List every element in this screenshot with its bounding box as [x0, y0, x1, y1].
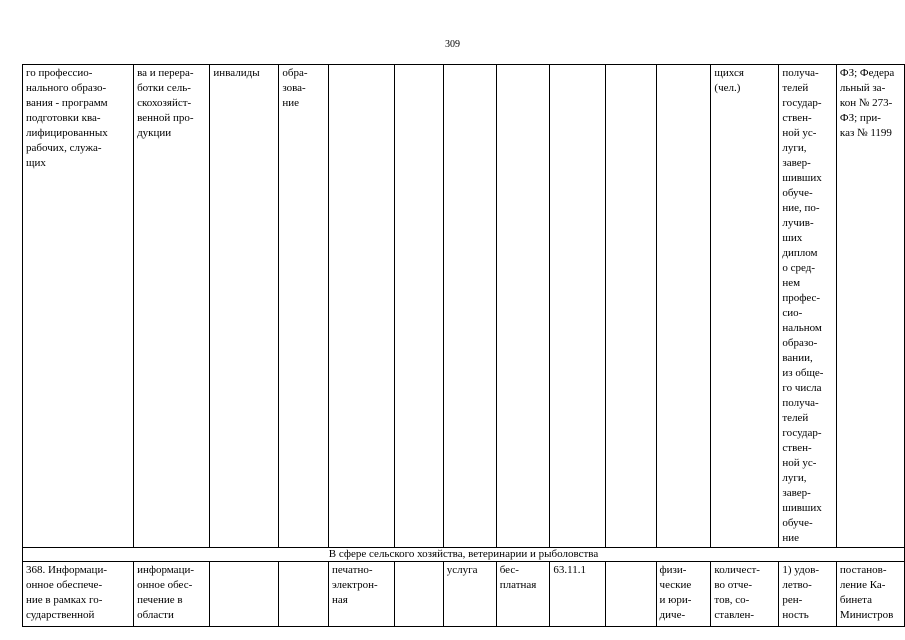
service-content-cell: ва и перера- ботки сель- скохозяйст- венной про- дукции	[134, 65, 210, 548]
section-header-row	[23, 548, 905, 562]
table-row	[23, 562, 905, 627]
registry-table	[22, 64, 905, 627]
empty-cell	[496, 65, 550, 548]
empty-cell	[395, 65, 444, 548]
payment-cell: бес- платная	[496, 562, 550, 627]
recipient-category-cell: инвалиды	[210, 65, 279, 548]
service-name-cell: го профессио- нального образо- вания - программ подготовки ква- лифицированных рабочих, служа- щих	[23, 65, 134, 548]
empty-cell	[550, 65, 606, 548]
empty-cell	[210, 562, 279, 627]
form-cell: печатно- электрон- ная	[329, 562, 395, 627]
empty-cell	[329, 65, 395, 548]
indicator-unit-cell: щихся (чел.)	[711, 65, 779, 548]
legal-basis-cell: ФЗ; Федера льный за- кон № 273- ФЗ; при- каз № 1199	[836, 65, 904, 548]
empty-cell	[606, 562, 656, 627]
empty-cell	[443, 65, 496, 548]
empty-cell	[395, 562, 444, 627]
type-cell: услуга	[443, 562, 496, 627]
quality-indicator-cell: 1) удов- летво- рен- ность	[779, 562, 837, 627]
service-name-cell: 368. Информаци- онное обеспече- ние в рамках го- сударственной	[23, 562, 134, 627]
table-row	[23, 65, 905, 548]
empty-cell	[656, 65, 711, 548]
quality-indicator-cell: получа- телей государ- ствен- ной ус- луги, завер- шивших обуче- ние, по- лучив- ших диплом о сред- нем профес- сио- нальном образо- вании, из обще- го числа получа- телей государ- ствен- ной ус- луги, завер- шивших обуче- ние	[779, 65, 837, 548]
empty-cell	[279, 562, 329, 627]
sphere-cell: обра- зова- ние	[279, 65, 329, 548]
service-content-cell: информаци- онное обес- печение в области	[134, 562, 210, 627]
volume-indicator-cell: количест- во отче- тов, со- ставлен-	[711, 562, 779, 627]
okved-code-cell: 63.11.1	[550, 562, 606, 627]
consumers-cell: физи- ческие и юри- диче-	[656, 562, 711, 627]
empty-cell	[606, 65, 656, 548]
page-number: 309	[445, 39, 460, 50]
legal-basis-cell: постанов- ление Ка- бинета Министров	[836, 562, 904, 627]
section-title: В сфере сельского хозяйства, ветеринарии и рыболовства	[23, 548, 905, 562]
